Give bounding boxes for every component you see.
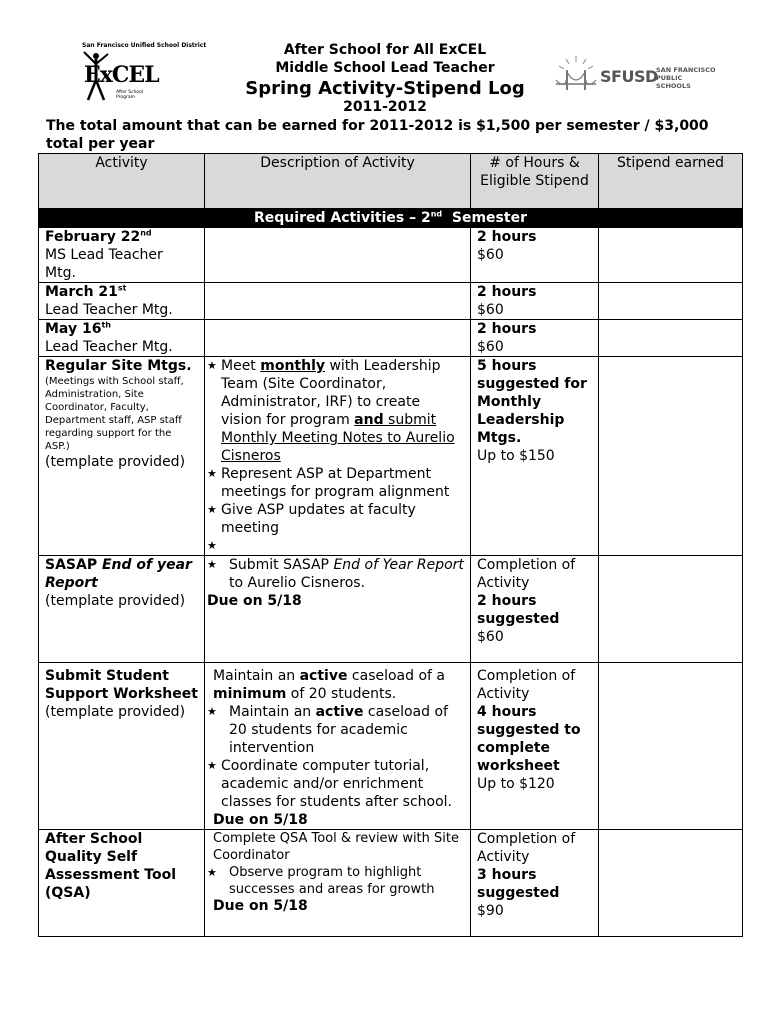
sfusd-logo	[554, 54, 716, 96]
description-list	[207, 703, 464, 811]
activity-name: MS Lead Teacher Mtg.	[45, 247, 163, 281]
section-band-label	[39, 209, 743, 228]
stipend-earned-cell[interactable]	[599, 663, 743, 830]
list-item: ★ Coordinate computer tutorial, academic and/or enrichment classes for students after school.	[207, 757, 464, 811]
text: Maintain an	[213, 668, 300, 684]
due-date: Due on 5/18	[213, 898, 308, 914]
hours-value: 2 hours	[477, 321, 537, 337]
activity-title: Regular Site Mtgs.	[45, 358, 192, 374]
hours-value: 5 hours suggested for Monthly Leadership Mtgs.	[477, 358, 587, 446]
text: Maintain an	[229, 704, 316, 720]
description-list	[207, 357, 464, 555]
description-cell	[205, 357, 471, 556]
header-hours: # of Hours & Eligible Stipend	[471, 154, 599, 209]
activity-name: Lead Teacher Mtg.	[45, 339, 173, 355]
header-stipend: Stipend earned	[599, 154, 743, 209]
template-note: (template provided)	[45, 454, 186, 470]
list-item: ★ Represent ASP at Department meetings for program alignment	[207, 465, 464, 501]
activity-cell	[39, 320, 205, 357]
text-emphasis: and	[354, 412, 384, 428]
header-line-1: After School for All ExCEL	[283, 42, 487, 58]
activity-name: Lead Teacher Mtg.	[45, 302, 173, 318]
table-row	[39, 228, 743, 283]
activity-date: May 16	[45, 321, 102, 337]
text-emphasis: active	[315, 704, 364, 720]
activity-date: March 21	[45, 284, 118, 300]
intro-statement: The total amount that can be earned for 2011-2012 is $1,500 per semester / $3,000 total per year	[46, 118, 709, 152]
band-text: Required Activities – 2	[254, 210, 431, 226]
text: Submit SASAP	[229, 557, 334, 573]
hours-cell	[471, 283, 599, 320]
activity-cell	[39, 663, 205, 830]
activity-title: After School Quality Self Assessment Tool (QSA)	[45, 831, 177, 901]
table-row	[39, 830, 743, 937]
activity-cell	[39, 830, 205, 937]
text-emphasis: active	[299, 668, 348, 684]
list-item	[207, 556, 464, 592]
activity-cell	[39, 283, 205, 320]
activity-title-italic: End of year Report	[45, 557, 192, 591]
sfusd-wordmark: SFUSD	[600, 67, 658, 86]
activity-log-table	[38, 153, 743, 937]
description-cell	[205, 556, 471, 663]
bridge-icon	[554, 54, 598, 96]
text: caseload of a	[347, 668, 445, 684]
activity-cell	[39, 357, 205, 556]
sfusd-subtitle	[656, 66, 716, 90]
description-intro	[207, 667, 464, 703]
text-emphasis: monthly	[260, 358, 326, 374]
stipend-amount: $90	[477, 903, 504, 919]
date-sup: nd	[140, 228, 152, 238]
list-item	[207, 537, 464, 555]
band-suffix: Semester	[442, 210, 527, 226]
text-underlined: submit Monthly Meeting Notes to Aurelio Cisneros	[221, 412, 455, 464]
page-title: Spring Activity-Stipend Log	[245, 78, 525, 99]
text: caseload of 20 students for academic intervention	[229, 704, 448, 756]
table-header-row	[39, 154, 743, 209]
school-year: 2011-2012	[343, 99, 427, 115]
hours-value: 2 hours	[477, 229, 537, 245]
stipend-amount: $60	[477, 339, 504, 355]
sfusd-subtitle-line-2: PUBLIC SCHOOLS	[656, 74, 691, 90]
hours-cell	[471, 663, 599, 830]
completion-label: Completion of Activity	[477, 831, 576, 865]
table-row	[39, 663, 743, 830]
date-sup: th	[101, 320, 111, 330]
excel-logo-caption: San Francisco Unified School District	[82, 42, 207, 49]
date-sup: st	[117, 283, 127, 293]
completion-label: Completion of Activity	[477, 557, 576, 591]
description-cell	[205, 228, 471, 283]
description-list	[207, 556, 464, 592]
description-cell	[205, 320, 471, 357]
table-row	[39, 320, 743, 357]
hours-cell	[471, 320, 599, 357]
completion-label: Completion of Activity	[477, 668, 576, 702]
excel-wordmark: ExCEL	[84, 62, 159, 88]
activity-cell	[39, 228, 205, 283]
stipend-amount: Up to $150	[477, 448, 555, 464]
list-item	[207, 357, 464, 465]
hours-cell	[471, 228, 599, 283]
band-sup: nd	[430, 209, 443, 219]
sfusd-subtitle-line-1: SAN FRANCISCO	[656, 66, 716, 74]
hours-cell	[471, 556, 599, 663]
text: Meet	[221, 358, 261, 374]
hours-value: 2 hours suggested	[477, 593, 560, 627]
header-line-2: Middle School Lead Teacher	[275, 60, 495, 76]
table-row	[39, 556, 743, 663]
hours-cell	[471, 357, 599, 556]
stipend-amount: Up to $120	[477, 776, 555, 792]
text-italic: End of Year Report	[333, 557, 464, 573]
description-cell	[205, 830, 471, 937]
hours-value: 2 hours	[477, 284, 537, 300]
stipend-amount: $60	[477, 629, 504, 645]
table-row	[39, 283, 743, 320]
text-emphasis: minimum	[213, 686, 287, 702]
description-intro: Complete QSA Tool & review with Site Coordinator	[213, 831, 459, 863]
hours-value: 4 hours suggested to complete worksheet	[477, 704, 581, 774]
description-cell	[205, 663, 471, 830]
stipend-earned-cell[interactable]	[599, 830, 743, 937]
table-row	[39, 357, 743, 556]
stipend-earned-cell[interactable]	[599, 556, 743, 663]
activity-cell	[39, 556, 205, 663]
list-item: ★ Observe program to highlight successes and areas for growth	[207, 864, 464, 898]
hours-cell	[471, 830, 599, 937]
stipend-amount: $60	[477, 302, 504, 318]
hours-value: 3 hours suggested	[477, 867, 560, 901]
activity-title: SASAP	[45, 557, 102, 573]
template-note: (template provided)	[45, 593, 186, 609]
text: of 20 students.	[286, 686, 397, 702]
stipend-earned-cell[interactable]	[599, 320, 743, 357]
due-date: Due on 5/18	[213, 812, 308, 828]
excel-logo	[76, 40, 207, 104]
activity-date: February 22	[45, 229, 141, 245]
header-activity: Activity	[39, 154, 205, 209]
excel-logo-subtitle: After School Program	[116, 90, 144, 100]
section-band	[39, 209, 743, 228]
due-date: Due on 5/18	[207, 593, 302, 609]
list-item	[207, 703, 464, 757]
list-item: ★ Give ASP updates at faculty meeting	[207, 501, 464, 537]
text: to Aurelio Cisneros.	[229, 575, 366, 591]
template-note: (template provided)	[45, 704, 186, 720]
stipend-earned-cell[interactable]	[599, 283, 743, 320]
description-list	[207, 864, 464, 898]
description-cell	[205, 283, 471, 320]
activity-note: (Meetings with School staff, Administration, Site Coordinator, Faculty, Department staff, ASP staff regarding support for the ASP.)	[45, 376, 184, 452]
activity-title: Submit Student Support Worksheet	[45, 668, 198, 702]
text: with Leadership Team (Site Coordinator, Administrator, IRF) to create vision for program	[221, 358, 441, 428]
stipend-earned-cell[interactable]	[599, 228, 743, 283]
stipend-amount: $60	[477, 247, 504, 263]
header-description: Description of Activity	[205, 154, 471, 209]
stipend-earned-cell[interactable]	[599, 357, 743, 556]
